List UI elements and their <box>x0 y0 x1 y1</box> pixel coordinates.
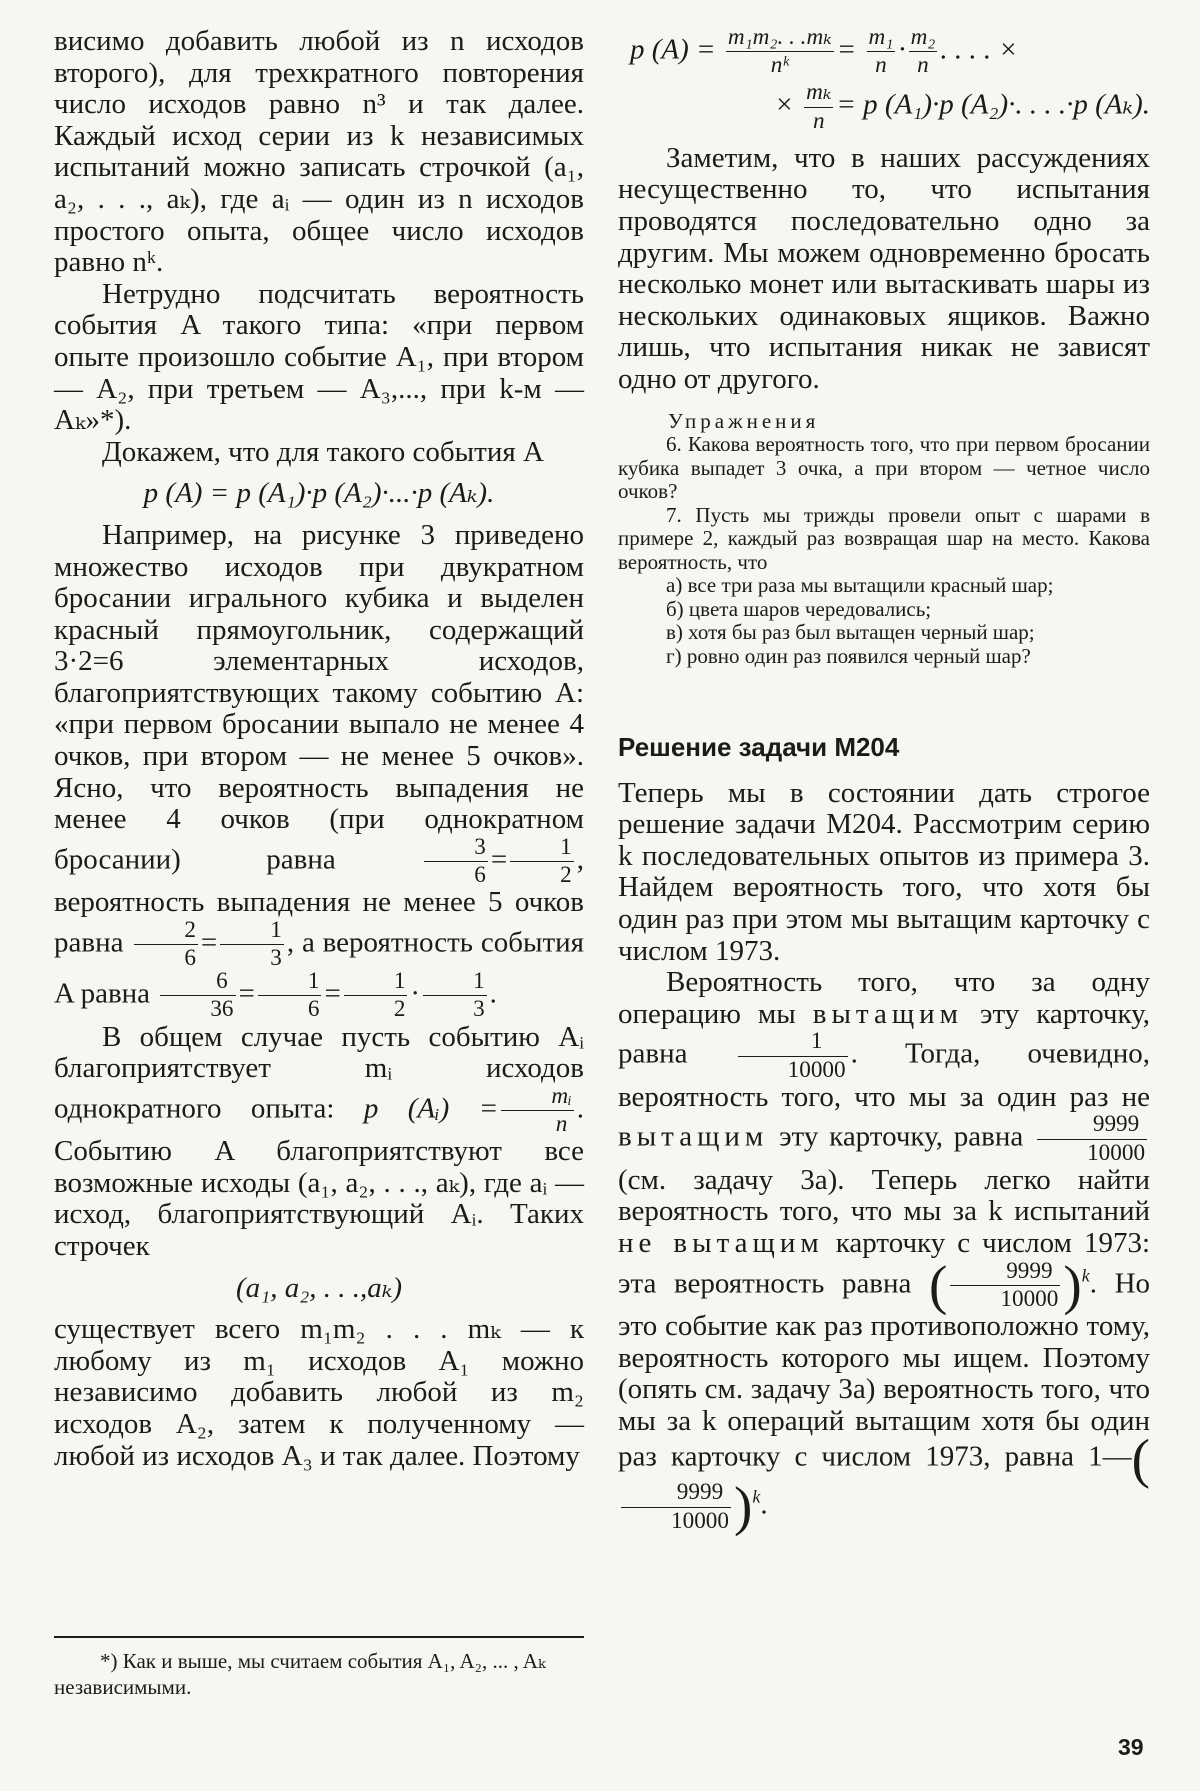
paragraph: Например, на рисунке 3 приведено множество исходов при двукратном бросании игрального кубика и выделен красный прямоугольник, содержащий 3·2=6 элементарных исходов, благоприятствующих такому событию A: «при первом бросании выпало не менее 4 очков, при втором — не менее 5 очков». Ясно, что вероятность выпадения не менее 4 очков (при однократном бросании) равна $\frac{3}{6}$ = $\frac{1}{2}$ , вероятность выпадения не менее 5 очков равна $\frac{2}{6}$ = $\frac{1}{3}$ , а вероятность события A равна $\frac{6}{36}$ = $\frac{1}{6}$ = $\frac{1}{2}$ · $\frac{1}{3}$ . <box>54 518 585 1023</box>
paragraph: Заметим, что в наших рассуждениях несущественно то, что испытания проводятся последовательно одно за другим. Мы можем одновременно бросать несколько монет или вытаскивать шары из нескольких одинаковых ящиков. Важно лишь, что испытания никак не зависят одно от другого. <box>618 141 1150 395</box>
fraction: $\frac{\text{m₂}}{n}$ <box>910 24 936 79</box>
formula: (a₁, a₂, . . .,aₖ) <box>235 1271 403 1304</box>
fraction: $\frac{\text{mᵢ}}{n}$ <box>501 1085 573 1136</box>
paragraph: Теперь мы в состоянии дать строгое решение задачи М204. Рассмотрим серию k последовательных опытов из примера 3. Найдем вероятность того, что хотя бы один раз при этом мы вытащим карточку с числом 1973. <box>618 776 1150 967</box>
fraction: $\frac{9999}{10000}$ <box>950 1260 1060 1311</box>
exercise-item: 6. Какова вероятность того, что при первом бросании кубика выпадет 3 очка, а при втором — четное число очков? <box>618 432 1150 504</box>
paragraph: Вероятность того, что за одну операцию мы вытащим эту карточку, равна $\frac{1}{10000}$ . Тогда, очевидно, вероятность того, что мы за один раз не вытащим эту карточку, равна $\frac{9999}{10000}$ (см. задачу 3а). Теперь легко найти вероятность того, что мы за k испытаний не вытащим карточку с числом 1973: эта вероятность равна ( $\frac{9999}{10000}$ )$^k$. Но это событие как раз противоположно тому, вероятность которого мы ищем. Поэтому (опять см. задачу 3а) вероятность того, что мы за k операций вытащим хотя бы один раз карточку с числом 1973, равна 1—( $\frac{9999}{10000}$ )$^k$. <box>618 966 1151 1538</box>
fraction: $\frac{3}{6}$ <box>424 836 488 887</box>
footnote-divider <box>54 1636 584 1638</box>
paragraph: висимо добавить любой из n исходов второго), для трехкратного повторения число исходов равно n³ и так далее. Каждый исход серии из k независимых испытаний можно записать строчкой (a₁, a₂, . . ., aₖ), где aᵢ — один из n исходов простого опыта, общее число исходов равно nᵏ. <box>54 25 584 279</box>
left-column <box>54 26 584 1472</box>
section-title: Решение задачи М204 <box>618 732 900 763</box>
fraction: $\frac{1}{10000}$ <box>738 1030 848 1081</box>
paragraph: Нетрудно подсчитать вероятность события A такого типа: «при первом опыте произошло событие A₁, при втором — A₂, при третьем — A₃,..., при k-м — Aₖ»*). <box>54 277 584 437</box>
fraction: $\frac{1}{2}$ <box>510 836 574 887</box>
fraction: $\frac{1}{6}$ <box>258 970 322 1021</box>
paragraph: В общем случае пусть событию Aᵢ благоприятствует mᵢ исходов однократного опыта: p (Aᵢ) = $\frac{\text{mᵢ}}{n}$ . Событию A благоприятствуют все возможные исходы (a₁, a₂, . . ., aₖ), где aᵢ — исход, благоприятствующий Aᵢ. Таких строчек <box>54 1020 584 1263</box>
fraction: $\frac{\text{mₖ}}{n}$ <box>806 79 832 134</box>
fraction: $\frac{\text{m₁}}{n}$ <box>868 24 894 79</box>
fraction: $\frac{1}{3}$ <box>220 919 284 970</box>
footnote: *) Как и выше, мы считаем события A₁, A₂, ... , Aₖ независимыми. <box>54 1649 546 1699</box>
exercise-subitem: б) цвета шаров чередовались; <box>666 596 932 621</box>
exercises-heading: Упражнения <box>668 408 820 433</box>
exercise-item: 7. Пусть мы трижды провели опыт с шарами в примере 2, каждый раз возвращая шар на место. Какова вероятность, что <box>618 502 1150 574</box>
right-column <box>618 24 1151 1538</box>
fraction: $\frac{9999}{10000}$ <box>1037 1113 1147 1164</box>
fraction: $\frac{1}{2}$ <box>344 970 408 1021</box>
fraction: $\frac{9999}{10000}$ <box>621 1481 731 1532</box>
formula: × $\frac{\text{mₖ}}{n}$ = p (A₁)·p (A₂)·. . . .·p (Aₖ). <box>774 79 1150 134</box>
exercise-subitem: в) хотя бы раз был вытащен черный шар; <box>666 620 1035 645</box>
exercises <box>618 410 1150 669</box>
formula: p (A) = p (A₁)·p (A₂)·...·p (Aₖ). <box>143 477 495 510</box>
fraction: $\frac{1}{3}$ <box>423 970 487 1021</box>
paragraph: существует всего m₁m₂ . . . mₖ — к любому из m₁ исходов A₁ можно независимо добавить любой из m₂ исходов A₂, затем к полученному — любой из исходов A₃ и так далее. Поэтому <box>54 1313 584 1472</box>
exercise-subitem: а) все три раза мы вытащили красный шар; <box>666 573 1054 598</box>
formula: p (A) = $\frac{\text{m₁m₂. . .mₖ}}{\text{nᵏ}}$ = $\frac{\text{m₁}}{n}$ · $\frac{\text{m₂}}{n}$ . . . . × <box>630 24 1018 79</box>
fraction: $\frac{6}{36}$ <box>160 970 235 1021</box>
fraction: $\frac{2}{6}$ <box>134 919 198 970</box>
paragraph: Докажем, что для такого события A <box>102 435 544 468</box>
exercise-subitem: г) ровно один раз появился черный шар? <box>666 643 1031 668</box>
page-number: 39 <box>1118 1734 1144 1760</box>
fraction: $\frac{\text{m₁m₂. . .mₖ}}{\text{nᵏ}}$ <box>727 24 832 79</box>
